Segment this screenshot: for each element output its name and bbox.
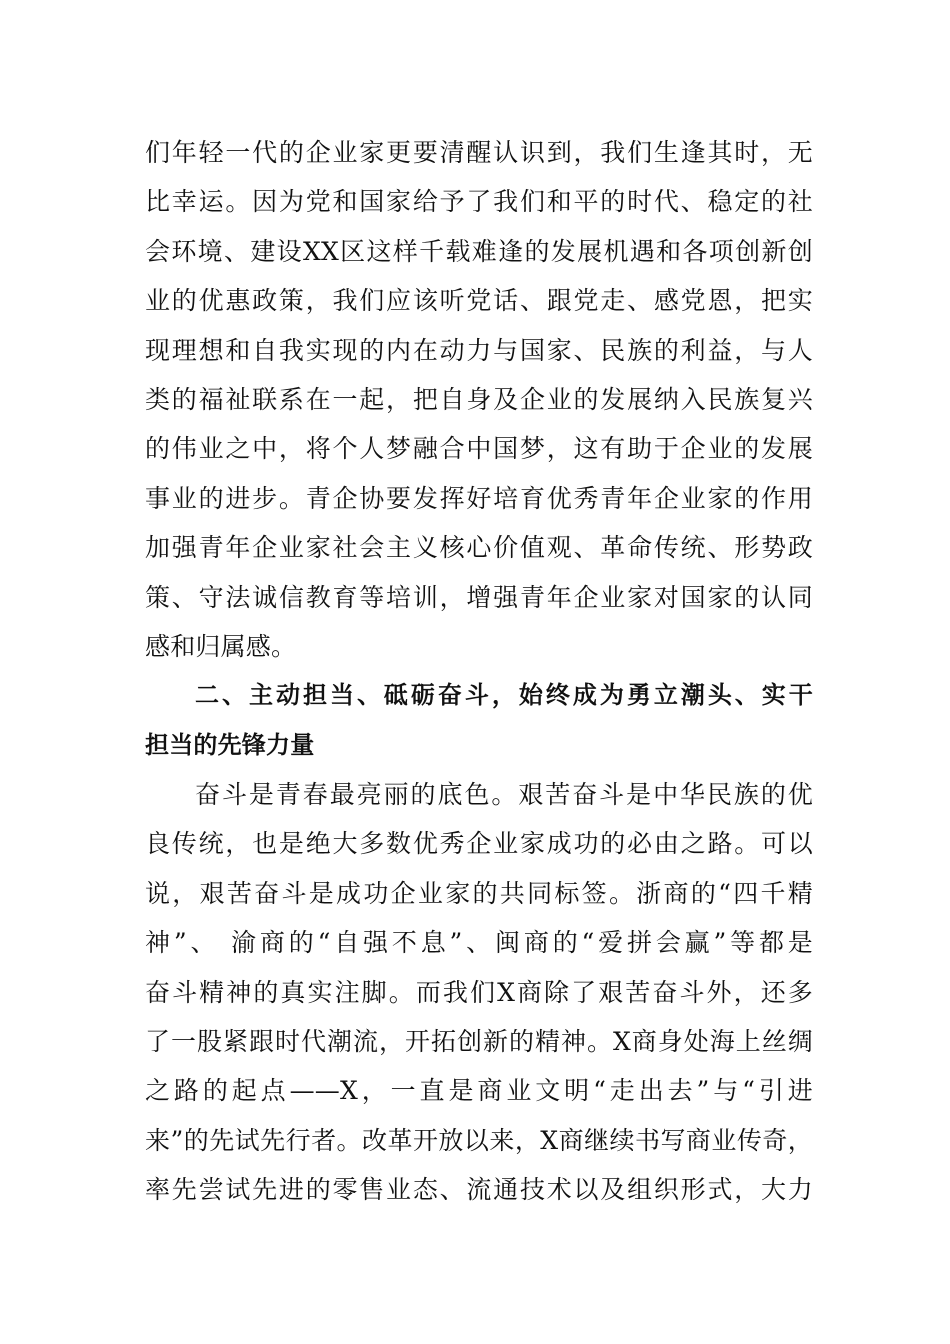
paragraph-2 xyxy=(145,770,813,1215)
text-line: 奋斗精神的真实注脚。而我们X商除了艰苦奋斗外，还多 xyxy=(145,977,813,1007)
text-line: 的伟业之中，将个人梦融合中国梦，这有助于企业的发展 xyxy=(145,434,813,464)
text-line: 之路的起点——X，一直是商业文明“走出去”与“引进 xyxy=(145,1076,813,1106)
text-line: 事业的进步。青企协要发挥好培育优秀青年企业家的作用 xyxy=(145,483,813,513)
text-line: 会环境、建设XX区这样千载难逢的发展机遇和各项创新创 xyxy=(145,236,813,266)
text-line: 策、守法诚信教育等培训，增强青年企业家对国家的认同 xyxy=(145,582,813,612)
text-line: 业的优惠政策，我们应该听党话、跟党走、感党恩，把实 xyxy=(145,286,813,316)
document-body xyxy=(145,128,813,1215)
text-line: 们年轻一代的企业家更要清醒认识到，我们生逢其时，无 xyxy=(145,138,813,167)
text-line: 现理想和自我实现的内在动力与国家、民族的利益，与人 xyxy=(145,335,813,365)
text-line: 类的福祉联系在一起，把自身及企业的发展纳入民族复兴 xyxy=(145,384,813,414)
heading-line: 二、主动担当、砥砺奋斗，始终成为勇立潮头、实干 xyxy=(195,681,813,710)
heading-line: 担当的先锋力量 xyxy=(145,730,315,759)
text-line: 了一股紧跟时代潮流，开拓创新的精神。X商身处海上丝绸 xyxy=(145,1027,813,1057)
text-line: 比幸运。因为党和国家给予了我们和平的时代、稳定的社 xyxy=(145,187,813,217)
text-line: 来”的先试先行者。改革开放以来，X商继续书写商业传奇， xyxy=(145,1125,813,1155)
text-line: 说，艰苦奋斗是成功企业家的共同标签。浙商的“四千精 xyxy=(145,878,813,908)
text-line: 良传统，也是绝大多数优秀企业家成功的必由之路。可以 xyxy=(145,829,813,859)
text-line: 奋斗是青春最亮丽的底色。艰苦奋斗是中华民族的优 xyxy=(195,780,813,810)
section-heading xyxy=(145,671,813,770)
text-line: 加强青年企业家社会主义核心价值观、革命传统、形势政 xyxy=(145,533,813,563)
text-line: 神”、 渝商的“自强不息”、闽商的“爱拼会赢”等都是 xyxy=(145,928,813,958)
paragraph-1 xyxy=(145,128,813,671)
text-line: 率先尝试先进的零售业态、流通技术以及组织形式，大力 xyxy=(145,1175,813,1205)
text-line: 感和归属感。 xyxy=(145,631,297,661)
